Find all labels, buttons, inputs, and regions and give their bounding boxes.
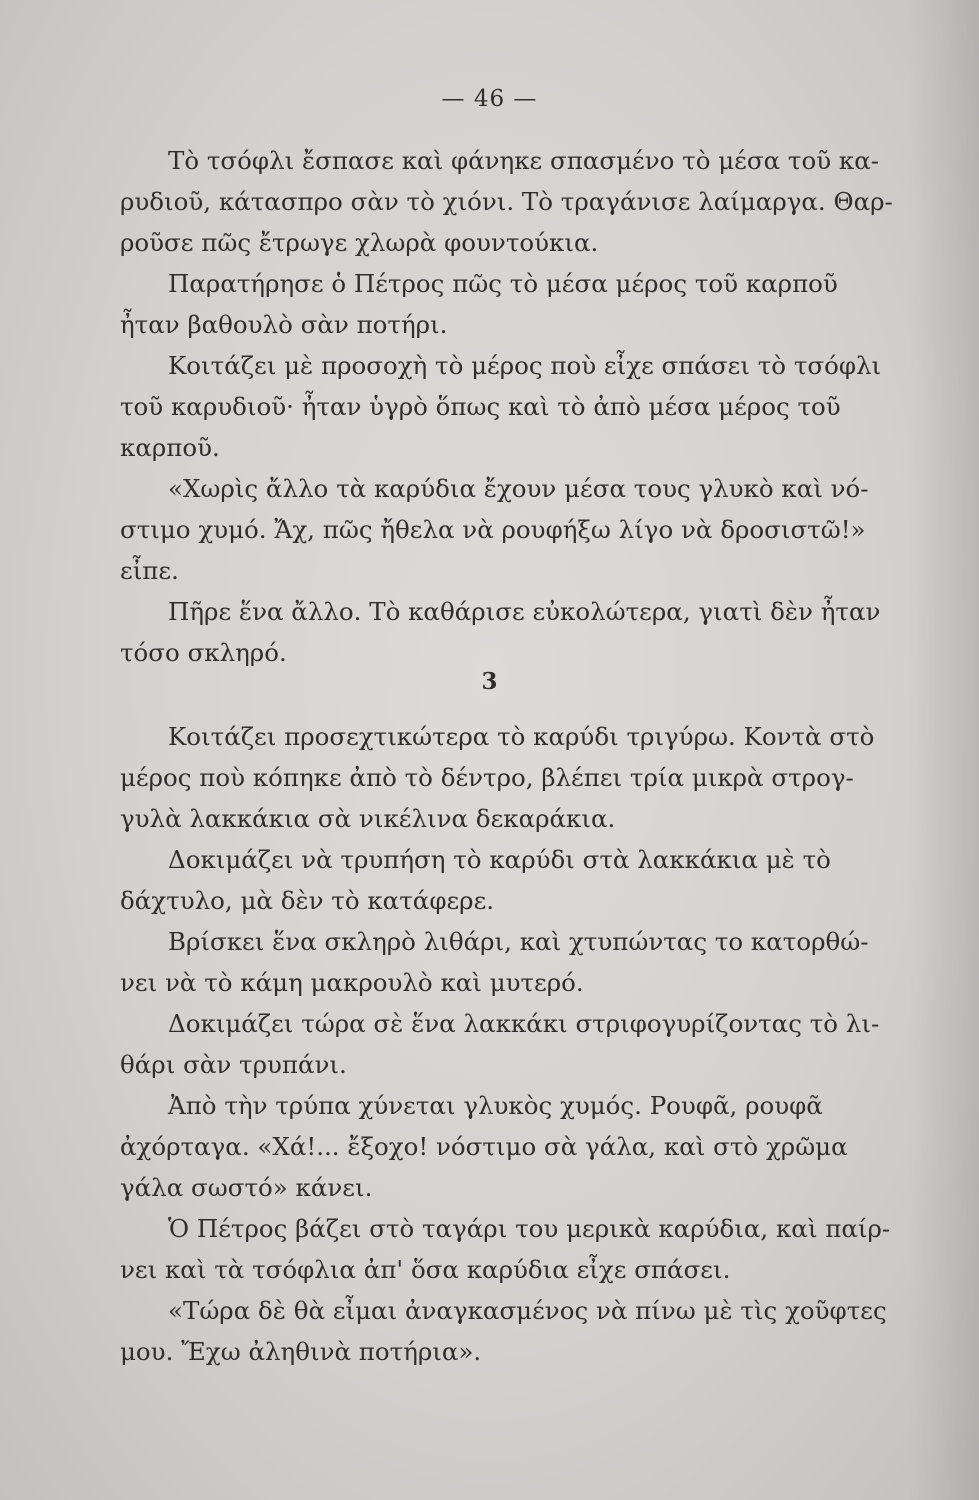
text-line: μου. Ἔχω ἀληθινὰ ποτήρια». — [120, 1337, 482, 1366]
text-line: Κοιτάζει μὲ προσοχὴ τὸ μέρος ποὺ εἶχε σπάσει τὸ τσόφλι — [168, 351, 882, 380]
text-line: τοῦ καρυδιοῦ· ἦταν ὑγρὸ ὅπως καὶ τὸ ἀπὸ μέσα μέρος τοῦ — [120, 392, 841, 421]
text-line: Ὁ Πέτρος βάζει στὸ ταγάρι του μερικὰ καρύδια, καὶ παίρ- — [168, 1214, 891, 1243]
text-line: εἶπε. — [120, 556, 179, 585]
text-line: καρποῦ. — [120, 433, 220, 462]
text-block-part1 — [120, 140, 893, 673]
section-number: 3 — [481, 668, 498, 695]
text-line: ροῦσε πῶς ἔτρωγε χλωρὰ φουντούκια. — [120, 228, 599, 257]
text-line: θάρι σὰν τρυπάνι. — [120, 1050, 347, 1079]
text-line: στιμο χυμό. Ἄχ, πῶς ἤθελα νὰ ρουφήξω λίγο νὰ δροσιστῶ!» — [120, 515, 866, 544]
text-line: Δοκιμάζει νὰ τρυπήση τὸ καρύδι στὰ λακκάκια μὲ τὸ — [168, 845, 831, 874]
text-line: Κοιτάζει προσεχτικώτερα τὸ καρύδι τριγύρω. Κοντὰ στὸ — [168, 722, 875, 751]
text-line: γάλα σωστό» κάνει. — [120, 1173, 373, 1202]
text-line: Παρατήρησε ὁ Πέτρος πῶς τὸ μέσα μέρος τοῦ καρποῦ — [168, 269, 838, 298]
text-line: Δοκιμάζει τώρα σὲ ἕνα λακκάκι στριφογυρίζοντας τὸ λι- — [168, 1009, 880, 1038]
text-line: Βρίσκει ἕνα σκληρὸ λιθάρι, καὶ χτυπώντας το κατορθώ- — [168, 927, 869, 956]
text-line: γυλὰ λακκάκια σὰ νικέλινα δεκαράκια. — [120, 804, 616, 833]
page-number: — 46 — — [441, 86, 538, 112]
text-line: τόσο σκληρό. — [120, 638, 287, 667]
page-edge-shadow — [909, 0, 979, 1500]
text-line: Τὸ τσόφλι ἔσπασε καὶ φάνηκε σπασμένο τὸ μέσα τοῦ κα- — [168, 146, 880, 175]
text-line: Πῆρε ἕνα ἄλλο. Τὸ καθάρισε εὐκολώτερα, γιατὶ δὲν ἦταν — [168, 597, 881, 626]
text-line: «Χωρὶς ἄλλο τὰ καρύδια ἔχουν μέσα τους γλυκὸ καὶ νό- — [168, 474, 869, 503]
text-line: «Τώρα δὲ θὰ εἶμαι ἀναγκασμένος νὰ πίνω μὲ τὶς χοῦφτες — [168, 1296, 887, 1325]
text-block-part2 — [120, 716, 890, 1372]
text-line: νει νὰ τὸ κάμη μακρουλὸ καὶ μυτερό. — [120, 968, 584, 997]
text-line: ρυδιοῦ, κάτασπρο σὰν τὸ χιόνι. Τὸ τραγάνισε λαίμαργα. Θαρ- — [120, 187, 893, 216]
text-line: μέρος ποὺ κόπηκε ἀπὸ τὸ δέντρο, βλέπει τρία μικρὰ στρογ- — [120, 763, 854, 792]
text-line: νει καὶ τὰ τσόφλια ἀπ' ὅσα καρύδια εἶχε σπάσει. — [120, 1255, 731, 1284]
text-line: ἀχόρταγα. «Χά!... ἔξοχο! νόστιμο σὰ γάλα, καὶ στὸ χρῶμα — [120, 1132, 848, 1161]
text-line: δάχτυλο, μὰ δὲν τὸ κατάφερε. — [120, 886, 495, 915]
text-line: ἦταν βαθουλὸ σὰν ποτήρι. — [120, 310, 448, 339]
text-line: Ἀπὸ τὴν τρύπα χύνεται γλυκὸς χυμός. Ρουφᾶ, ρουφᾶ — [168, 1091, 823, 1120]
